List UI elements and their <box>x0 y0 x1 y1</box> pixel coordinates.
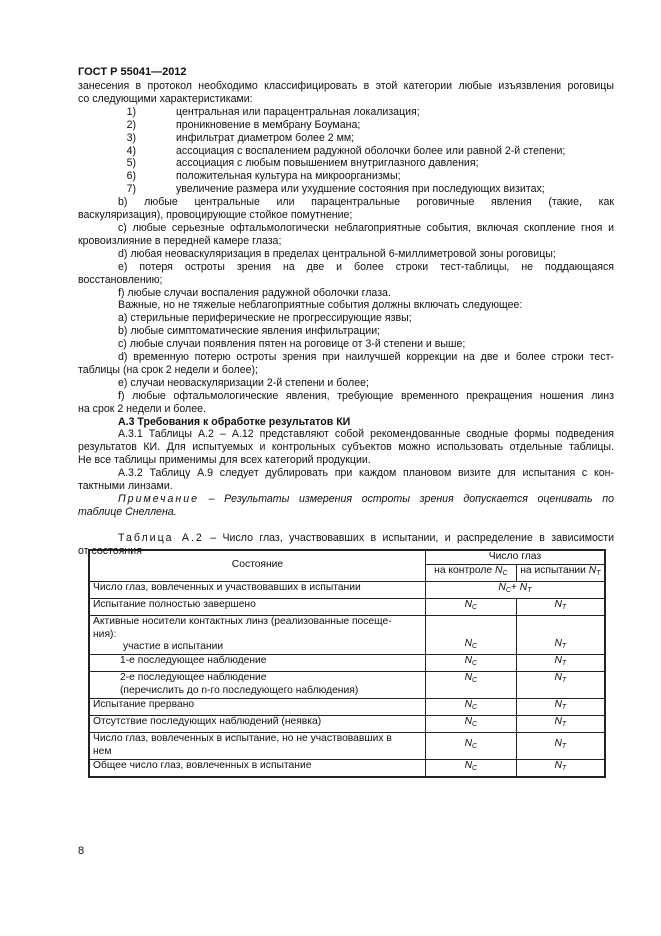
table-caption-label: Таблица А.2 <box>118 531 204 544</box>
table-row: Активные носители контактных линз (реализованные посеще- ния): участие в испытании $N_C$ $N_T$ <box>89 615 605 655</box>
table-caption-text: – Число глаз, участвовавших в испытании, и распределение в зависимости <box>203 531 614 544</box>
note <box>78 493 614 506</box>
table-row: Испытание полностью завершено $N_C$ $N_T$ <box>89 598 605 615</box>
paragraph: таблицы (на срок 2 недели и более); <box>78 363 258 376</box>
table-row: 1-е последующее наблюдение $N_C$ $N_T$ <box>89 655 605 672</box>
paragraph: на срок 2 недели и более. <box>78 402 206 415</box>
note-text: – Результаты измерения остроты зрения допускается оценивать по <box>199 493 614 505</box>
paragraph: кровоизлияние в передней камере глаза; <box>78 234 282 247</box>
paragraph: f) любые случаи воспаления радужной оболочки глаза. <box>118 286 391 299</box>
paragraph: А.3.2 Таблицу А.9 следует дублировать при каждом плановом визите для испытания с кон- <box>118 467 614 480</box>
paragraph: васкуляризация), провоцирующие стойкое помутнение; <box>78 209 353 222</box>
list-item: 5) ассоциация с любым повышением внутриглазного давления; <box>126 157 479 170</box>
paragraph: c) любые случаи появления пятен на роговице от 3-й степени и выше; <box>118 338 466 351</box>
note-label: Примечание <box>118 493 200 505</box>
paragraph: Важные, но не тяжелые неблагоприятные события должны включать следующее: <box>118 299 523 312</box>
header-count: Число глаз <box>425 550 605 564</box>
paragraph: e) потеря остроты зрения на две и более строки тест-таблицы, не поддающаяся <box>118 260 614 273</box>
document-body <box>78 80 614 558</box>
list-item: 6) положительная культура на микроорганизмы; <box>126 170 401 183</box>
paragraph: b) любые симптоматические явления инфильтрации; <box>118 325 381 338</box>
paragraph: a) стерильные периферические не прогрессирующие язвы; <box>118 312 412 325</box>
paragraph: со следующими характеристиками: <box>78 92 253 105</box>
table-header-row <box>89 550 605 564</box>
list-item: 7) увеличение размера или ухудшение состояния при последующих визитах; <box>126 183 545 196</box>
table-a2 <box>88 549 606 778</box>
paragraph: результатов КИ. Для испытуемых и контрольных субъектов можно использовать отдельные таблицы. <box>78 441 614 454</box>
standard-header: ГОСТ Р 55041—2012 <box>78 66 187 78</box>
paragraph: восстановлению; <box>78 273 163 286</box>
table-caption <box>78 532 614 545</box>
page-number: 8 <box>78 845 85 857</box>
header-control: на контроле $N_C$ <box>425 564 516 581</box>
table-row: Число глаз, вовлеченных в испытание, но не участвовавших в нем $N_C$ $N_T$ <box>89 732 605 759</box>
table-row: Испытание прервано $N_C$ $N_T$ <box>89 699 605 716</box>
paragraph: занесения в протокол необходимо классифицировать в этой категории любые изъязвления роговицы <box>78 80 614 92</box>
list-item: 3) инфильтрат диаметром более 2 мм; <box>126 131 355 144</box>
table-row: Отсутствие последующих наблюдений (неявка) $N_C$ $N_T$ <box>89 715 605 732</box>
paragraph: f) любые офтальмологические явления, требующие временного прекращения ношения линз <box>118 389 614 402</box>
paragraph: А.3.1 Таблицы А.2 – А.12 представляют собой рекомендованные сводные формы подведения <box>118 428 614 441</box>
paragraph: Не все таблицы применимы для всех категорий продукции. <box>78 454 371 467</box>
table-caption: от состояния <box>78 544 142 557</box>
paragraph: b) любые центральные или парацентральные роговичные явления (такие, как <box>118 196 614 209</box>
table-row: Число глаз, вовлеченных и участвовавших в испытании $N_C+ N_T$ <box>89 581 605 598</box>
section-heading: А.3 Требования к обработке результатов КИ <box>118 415 351 428</box>
list-item: 2) проникновение в мембрану Боумана; <box>126 118 361 131</box>
header-test: на испытании $N_T$ <box>516 564 605 581</box>
note: таблице Снеллена. <box>78 505 177 518</box>
paragraph: c) любые серьезные офтальмологически неблагоприятные события, включая скопление гноя и <box>118 221 614 234</box>
paragraph: тактными линзами. <box>78 480 173 493</box>
table-row: 2-е последующее наблюдение (перечислить до n-го последующего наблюдения) $N_C$ $N_T$ <box>89 672 605 699</box>
header-state: Состояние <box>89 550 425 581</box>
list-item: 1) центральная или парацентральная локализация; <box>126 105 420 118</box>
paragraph: d) временную потерю остроты зрения при наилучшей коррекции на две и более строки тест- <box>118 351 614 364</box>
paragraph: e) случаи неоваскуляризации 2-й степени и более; <box>118 376 369 389</box>
paragraph: d) любая неоваскуляризация в пределах центральной 6-миллиметровой зоны роговицы; <box>118 247 556 260</box>
table-row: Общее число глаз, вовлеченных в испытание $N_C$ $N_T$ <box>89 759 605 776</box>
list-item: 4) ассоциация с воспалением радужной оболочки более или равной 2-й степени; <box>126 144 566 157</box>
